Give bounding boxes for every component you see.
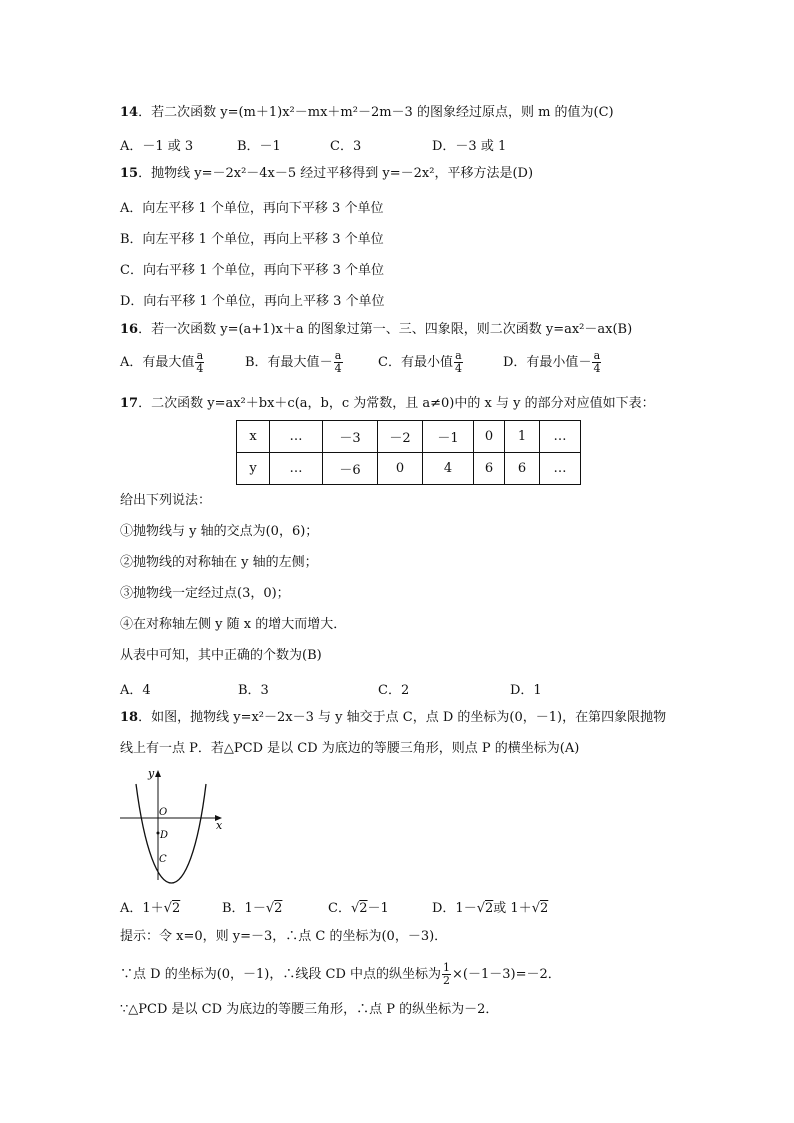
option-c: C．2	[378, 683, 410, 698]
table-row	[237, 453, 581, 485]
numerator: a	[593, 349, 601, 362]
statement-4: ④在对称轴左侧 y 随 x 的增大而增大．	[120, 617, 347, 632]
option-a: A．－1 或 3	[120, 139, 194, 154]
option-d: D．1	[510, 683, 542, 698]
table-cell: 0	[378, 453, 423, 485]
fraction	[442, 962, 451, 987]
statement-2: ②抛物线的对称轴在 y 轴的左侧；	[120, 555, 318, 570]
denominator: 2	[443, 974, 451, 987]
table-cell: …	[270, 453, 323, 485]
statement-1: ①抛物线与 y 轴的交点为(0，6)；	[120, 524, 319, 539]
question-number: 14	[120, 105, 139, 120]
question-text: ．抛物线 y=－2x²－4x－5 经过平移得到 y=－2x²，平移方法是(D)	[138, 166, 534, 181]
question-18	[120, 709, 666, 727]
parabola-figure	[118, 766, 228, 884]
option-d: D．向右平移 1 个单位，再向上平移 3 个单位	[120, 294, 385, 309]
hint-text: ×(－1－3)=－2．	[452, 967, 561, 982]
table-cell: y	[237, 453, 270, 485]
option-text: D．有最小值	[503, 355, 579, 370]
table-cell: －1	[423, 421, 474, 453]
table-cell: x	[237, 421, 270, 453]
table-cell: …	[270, 421, 323, 453]
point-c-label: C	[159, 854, 167, 865]
sqrt-icon: √	[531, 901, 540, 916]
numerator: a	[196, 349, 204, 362]
table-cell: …	[540, 453, 581, 485]
option-text: －1	[367, 901, 389, 916]
option-b: B．向左平移 1 个单位，再向上平移 3 个单位	[120, 232, 384, 247]
radicand: 2	[539, 901, 549, 916]
fraction	[195, 350, 204, 375]
fraction	[592, 350, 601, 375]
option-d	[503, 350, 602, 375]
question-17	[120, 395, 655, 413]
numerator: a	[334, 349, 342, 362]
statements-intro: 给出下列说法：	[120, 493, 212, 508]
table-cell: 6	[474, 453, 505, 485]
option-text: 或 1＋	[493, 901, 532, 916]
origin-label: O	[159, 807, 168, 818]
option-sign: －	[578, 355, 592, 370]
option-a: A．向左平移 1 个单位，再向下平移 3 个单位	[120, 201, 384, 216]
option-text: B．1－	[222, 901, 266, 916]
option-c	[328, 897, 389, 916]
option-b: B．3	[238, 683, 269, 698]
value-table	[236, 420, 581, 485]
radicand: 2	[274, 901, 283, 916]
numerator: 1	[443, 961, 451, 974]
option-c: C．向右平移 1 个单位，再向下平移 3 个单位	[120, 263, 385, 278]
denominator: 4	[196, 362, 204, 375]
option-b	[245, 350, 344, 375]
radicand: 2	[359, 901, 368, 916]
option-text: D．1－	[432, 901, 477, 916]
numerator: a	[455, 349, 462, 362]
option-text: B．有最大值	[245, 355, 320, 370]
denominator: 4	[593, 362, 601, 375]
question-16	[120, 321, 632, 339]
sqrt-icon: √	[265, 901, 275, 916]
question-text-line2: 线上有一点 P．若△PCD 是以 CD 为底边的等腰三角形，则点 P 的横坐标为(A)	[120, 741, 580, 756]
table-cell: 4	[423, 453, 474, 485]
option-text: C．有最小值	[378, 355, 453, 370]
option-c	[378, 350, 464, 375]
question-text: ．二次函数 y=ax²＋bx＋c(a，b，c 为常数，且 a≠0)中的 x 与 y 的部分对应值如下表：	[138, 396, 655, 411]
sqrt-icon: √	[476, 901, 485, 916]
radicand: 2	[485, 901, 494, 916]
question-14	[120, 104, 614, 122]
option-a	[120, 350, 205, 375]
x-axis-label: x	[216, 819, 223, 832]
question-text: ．若一次函数 y=(a+1)x＋a 的图象过第一、三、四象限，则二次函数 y=ax²－ax(B)	[138, 322, 633, 337]
sqrt-icon: √	[350, 901, 360, 916]
question-text: ．若二次函数 y=(m＋1)x²－mx＋m²－2m－3 的图象经过原点，则 m 的值为(C)	[138, 105, 614, 120]
denominator: 4	[334, 362, 342, 375]
option-text: A．1＋	[120, 901, 164, 916]
option-a: A．4	[120, 683, 151, 698]
y-axis-label: y	[148, 767, 155, 780]
hint-line-3: ∵△PCD 是以 CD 为底边的等腰三角形，∴点 P 的纵坐标为－2．	[120, 1002, 499, 1017]
table-cell: 1	[505, 421, 540, 453]
fraction	[334, 350, 343, 375]
hint-line-2	[120, 962, 561, 987]
question-number: 18	[120, 710, 139, 725]
table-cell: 6	[505, 453, 540, 485]
question-15	[120, 165, 533, 183]
option-d: D．－3 或 1	[432, 139, 507, 154]
question-text: ．如图，抛物线 y=x²－2x－3 与 y 轴交于点 C，点 D 的坐标为(0，－1)，在第四象限抛物	[138, 710, 667, 725]
table-cell: …	[540, 421, 581, 453]
statement-3: ③抛物线一定经过点(3，0)；	[120, 586, 290, 601]
sqrt-icon: √	[163, 901, 172, 916]
option-b: B．－1	[237, 139, 281, 154]
option-c: C．3	[330, 139, 362, 154]
table-cell: －2	[378, 421, 423, 453]
hint-line-1: 提示：令 x=0，则 y=－3，∴点 C 的坐标为(0，－3)．	[120, 929, 448, 944]
option-text: C．	[328, 901, 351, 916]
option-b	[222, 897, 282, 916]
question-prompt: 从表中可知，其中正确的个数为(B)	[120, 648, 322, 663]
denominator: 4	[454, 362, 462, 375]
option-a	[120, 897, 180, 916]
hint-text: ∵点 D 的坐标为(0，－1)，∴线段 CD 中点的纵坐标为	[120, 967, 442, 982]
point-d-label: D	[160, 830, 169, 841]
y-axis-arrow	[155, 770, 161, 777]
table-cell: －3	[323, 421, 378, 453]
question-number: 16	[120, 322, 139, 337]
option-sign: －	[319, 355, 333, 370]
option-d	[432, 897, 548, 916]
fraction	[454, 350, 463, 375]
option-text: A．有最大值	[120, 355, 195, 370]
table-cell: 0	[474, 421, 505, 453]
table-row	[237, 421, 581, 453]
question-number: 15	[120, 166, 139, 181]
question-number: 17	[120, 396, 139, 411]
parabola-curve	[136, 784, 206, 883]
radicand: 2	[171, 901, 181, 916]
table-cell: －6	[323, 453, 378, 485]
